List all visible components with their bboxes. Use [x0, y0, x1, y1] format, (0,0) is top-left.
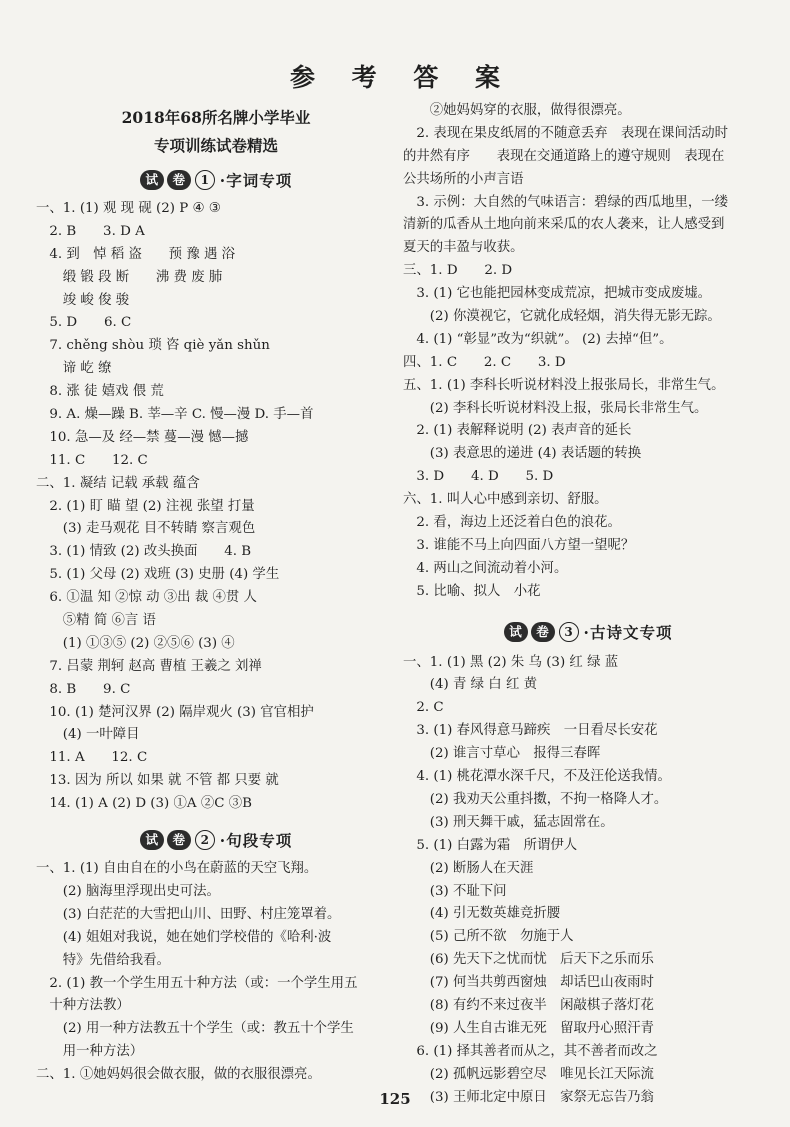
- answer-line: 谛 屹 缭: [36, 361, 112, 377]
- answer-line: (2) 李科长听说材料没上报，张局长非常生气。: [403, 400, 708, 416]
- section-heading-3: [403, 618, 773, 646]
- answer-line: (3) 表意思的递进 (4) 表话题的转换: [403, 446, 642, 462]
- answer-line: (8) 有约不来过夜半 闲敲棋子落灯花: [403, 997, 654, 1013]
- answer-line: (7) 何当共剪西窗烛 却话巴山夜雨时: [403, 975, 654, 991]
- answer-line: (2) 我劝天公重抖擞，不拘一格降人才。: [403, 791, 668, 807]
- answer-block-2-continued: [403, 100, 773, 604]
- answer-line: 4. (1) “彰显”改为“织就”。 (2) 去掉“但”。: [403, 331, 673, 347]
- answer-line: 3. 谁能不马上向四面八方望一望呢？: [403, 537, 635, 553]
- answer-line: 13. 因为 所以 如果 就 不管 都 只要 就: [36, 773, 279, 789]
- answer-line: (1) ①③⑤ (2) ②⑤⑥ (3) ④: [36, 635, 235, 651]
- answer-line: 公共场所的小声言语: [403, 171, 524, 187]
- answer-line: 二、1. 凝结 记载 承载 蕴含: [36, 475, 200, 491]
- answer-line: 9. A. 燥—躁 B. 莘—辛 C. 慢—漫 D. 手—首: [36, 407, 314, 423]
- answer-line: (4) 引无数英雄竞折腰: [403, 906, 561, 922]
- section-pill: 卷: [167, 830, 191, 850]
- answer-line: 竣 峻 俊 骏: [36, 292, 130, 308]
- answer-line: (2) 你漠视它，它就化成轻烟，消失得无影无踪。: [403, 309, 721, 325]
- answer-line: (2) 谁言寸草心 报得三春晖: [403, 746, 601, 762]
- section-pill: 试: [140, 830, 164, 850]
- answer-line: 3. (1) 它也能把园林变成荒凉，把城市变成废墟。: [403, 286, 712, 302]
- answer-line: (4) 姐姐对我说，她在她们学校借的《哈利·波: [36, 929, 332, 945]
- answer-line: 清新的瓜香从土地向前来采瓜的农人袭来，让人感受到: [403, 217, 725, 233]
- answer-line: 一、1. (1) 自由自在的小鸟在蔚蓝的天空飞翔。: [36, 861, 318, 877]
- answer-line: 的井然有序 表现在交通道路上的遵守规则 表现在: [403, 148, 725, 164]
- left-column: [36, 100, 396, 1087]
- answer-line: 十种方法教）: [36, 998, 130, 1014]
- answer-line: 4. (1) 桃花潭水深千尺，不及汪伦送我情。: [403, 769, 671, 785]
- page-title: 参 考 答 案: [289, 63, 515, 92]
- page-number: 125: [379, 1090, 411, 1108]
- answer-line: ②她妈妈穿的衣服，做得很漂亮。: [403, 103, 631, 118]
- answer-line: 2. (1) 盯 瞄 望 (2) 注视 张望 打量: [36, 498, 255, 514]
- answer-line: (4) 青 绿 白 红 黄: [403, 677, 537, 693]
- answer-line: 3. D 4. D 5. D: [403, 469, 554, 485]
- answer-line: (9) 人生自古谁无死 留取丹心照汗青: [403, 1020, 654, 1036]
- answer-line: 2. C: [403, 700, 444, 716]
- answer-line: 6. ①温 知 ②惊 动 ③出 裁 ④贯 人: [36, 590, 257, 606]
- section-pill: 卷: [167, 170, 191, 190]
- answer-line: (3) 刑天舞干戚，猛志固常在。: [403, 814, 614, 830]
- book-title-line2: 专项训练试卷精选: [153, 136, 278, 155]
- section-heading-2: [36, 826, 396, 854]
- answer-line: 11. A 12. C: [36, 750, 148, 766]
- answer-line: 五、1. (1) 李科长听说材料没上报张局长，非常生气。: [403, 377, 725, 393]
- answer-line: 3. 示例：大自然的气味语言：碧绿的西瓜地里，一缕: [403, 194, 729, 210]
- answer-line: 三、1. D 2. D: [403, 263, 513, 279]
- section-title: ·字词专项: [219, 171, 293, 190]
- answer-line: 2. 表现在果皮纸屑的不随意丢弃 表现在课间活动时: [403, 125, 729, 141]
- answer-line: 8. 涨 徒 嬉戏 偎 荒: [36, 384, 164, 400]
- answer-line: 二、1. ①她妈妈很会做衣服，做的衣服很漂亮。: [36, 1067, 321, 1083]
- answer-block-1: [36, 198, 396, 816]
- answer-line: 5. D 6. C: [36, 315, 132, 331]
- answer-line: 5. (1) 白露为霜 所谓伊人: [403, 837, 578, 853]
- answer-line: ⑤精 简 ⑥言 语: [36, 613, 156, 629]
- section-pill: 试: [140, 170, 164, 190]
- answer-line: 六、1. 叫人心中感到亲切、舒服。: [403, 492, 608, 508]
- section-number: 3: [559, 622, 579, 642]
- answer-line: 5. (1) 父母 (2) 戏班 (3) 史册 (4) 学生: [36, 567, 280, 583]
- answer-line: 特》先借给我看。: [36, 952, 170, 968]
- answer-line: (3) 走马观花 目不转睛 察言观色: [36, 521, 256, 537]
- section-number: 1: [195, 170, 215, 190]
- answer-line: 10. 急—及 经—禁 蔓—漫 憾—撼: [36, 429, 249, 445]
- answer-line: (2) 断肠人在天涯: [403, 860, 534, 876]
- answer-line: (4) 一叶障目: [36, 727, 140, 743]
- answer-line: 11. C 12. C: [36, 452, 148, 468]
- answer-line: (3) 不耻下问: [403, 883, 507, 899]
- answer-line: 7. chěng shòu 琐 咨 qiè yǎn shǔn: [36, 338, 270, 354]
- answer-line: (3) 白茫茫的大雪把山川、田野、村庄笼罩着。: [36, 906, 341, 922]
- answer-line: 一、1. (1) 黑 (2) 朱 乌 (3) 红 绿 蓝: [403, 654, 619, 670]
- answer-block-2: [36, 858, 396, 1087]
- answer-line: 6. (1) 择其善者而从之，其不善者而改之: [403, 1043, 658, 1059]
- answer-line: 四、1. C 2. C 3. D: [403, 354, 566, 370]
- book-title-line1: 2018年68所名牌小学毕业: [121, 108, 311, 127]
- section-pill: 卷: [531, 622, 555, 642]
- section-number: 2: [195, 830, 215, 850]
- answer-line: 14. (1) A (2) D (3) ①A ②C ③B: [36, 796, 252, 812]
- section-title: ·句段专项: [219, 831, 293, 851]
- answer-line: 5. 比喻、拟人 小花: [403, 583, 541, 599]
- answer-line: 一、1. (1) 观 现 砚 (2) P ④ ③: [36, 201, 221, 216]
- answer-line: (3) 王师北定中原日 家祭无忘告乃翁: [403, 1089, 654, 1105]
- answer-line: 2. B 3. D A: [36, 223, 145, 239]
- answer-line: (2) 用一种方法教五十个学生（或：教五十个学生: [36, 1021, 354, 1037]
- section-heading-1: [36, 166, 396, 194]
- answer-line: (2) 脑海里浮现出史可法。: [36, 883, 220, 899]
- answer-line: 4. 到 悼 稻 盗 预 豫 遇 浴: [36, 246, 236, 262]
- section-pill: 试: [504, 622, 528, 642]
- section-title: ·古诗文专项: [583, 622, 673, 642]
- answer-line: 缎 锻 段 断 沸 费 废 肺: [36, 269, 223, 285]
- answer-line: 夏天的丰盈与收获。: [403, 240, 524, 256]
- answer-line: 2. (1) 教一个学生用五十种方法（或：一个学生用五: [36, 975, 358, 991]
- answer-line: 3. (1) 情致 (2) 改头换面 4. B: [36, 544, 252, 560]
- answer-line: 2. 看，海边上还泛着白色的浪花。: [403, 515, 621, 531]
- answer-block-3: [403, 652, 773, 1110]
- answer-line: 3. (1) 春风得意马蹄疾 一日看尽长安花: [403, 723, 658, 739]
- answer-line: 用一种方法）: [36, 1044, 144, 1060]
- answer-line: 10. (1) 楚河汉界 (2) 隔岸观火 (3) 官官相护: [36, 704, 314, 720]
- right-column: [403, 100, 773, 1109]
- answer-line: (5) 己所不欲 勿施于人: [403, 929, 574, 945]
- answer-line: 4. 两山之间流动着小河。: [403, 560, 568, 576]
- answer-line: (6) 先天下之忧而忧 后天下之乐而乐: [403, 952, 654, 968]
- answer-line: 2. (1) 表解释说明 (2) 表声音的延长: [403, 423, 632, 439]
- answer-line: 7. 吕蒙 荆轲 赵高 曹植 王羲之 刘禅: [36, 658, 262, 674]
- answer-line: (2) 孤帆远影碧空尽 唯见长江天际流: [403, 1066, 654, 1082]
- answer-line: 8. B 9. C: [36, 681, 131, 697]
